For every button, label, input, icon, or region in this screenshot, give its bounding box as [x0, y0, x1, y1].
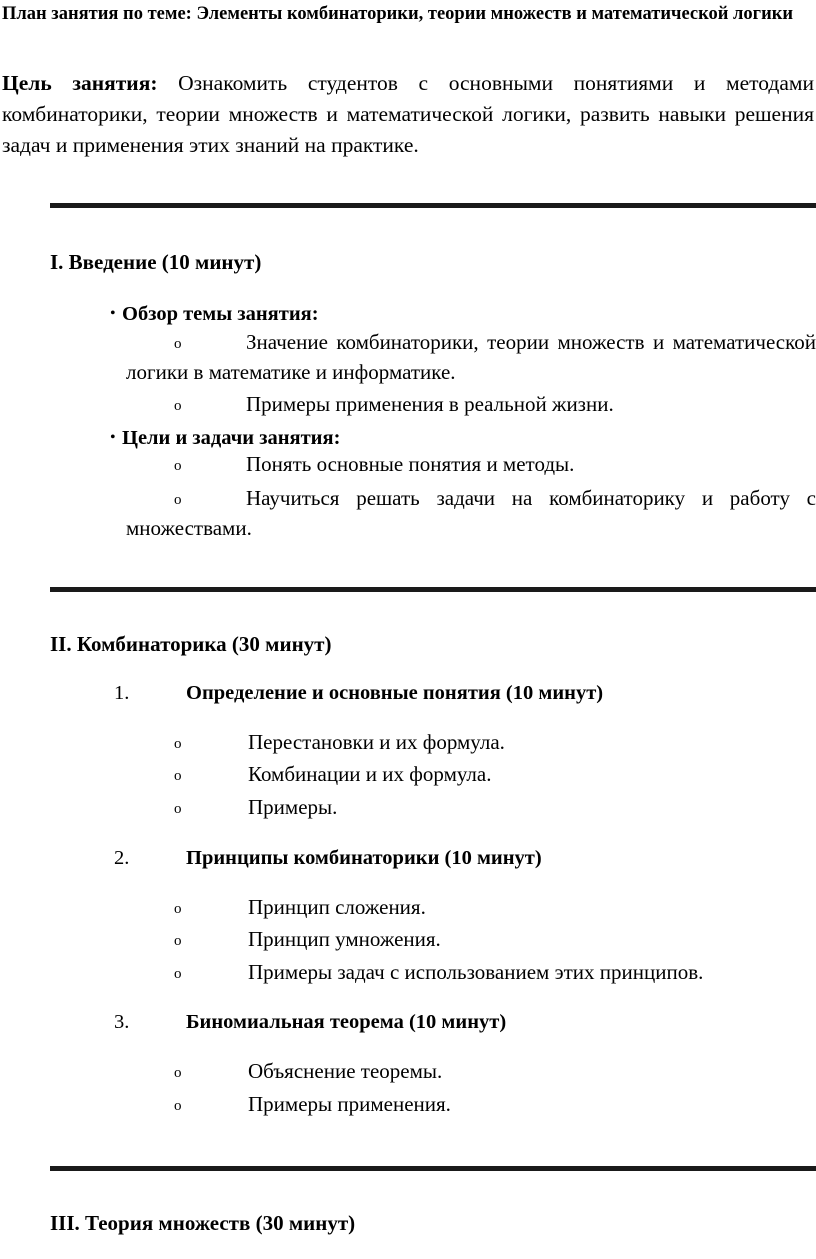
- subsection-number: 3.: [114, 1011, 130, 1033]
- section-divider: [50, 203, 816, 208]
- circle-bullet-icon: o: [174, 1098, 182, 1114]
- circle-bullet-icon: o: [174, 492, 182, 508]
- circle-bullet-icon: o: [174, 336, 182, 352]
- list-item: [126, 389, 816, 419]
- document-title: План занятия по теме: Элементы комбинаторики, теории множеств и математической логики: [2, 4, 794, 24]
- circle-bullet-icon: o: [174, 1065, 182, 1081]
- section-heading-combinatorics: II. Комбинаторика (30 минут): [50, 632, 332, 656]
- bullet-icon: •: [110, 305, 116, 322]
- bullet-label: Цели и задачи занятия:: [122, 427, 341, 449]
- section-heading-set-theory: III. Теория множеств (30 минут): [50, 1211, 356, 1235]
- subsection-title: Определение и основные понятия (10 минут): [186, 682, 604, 704]
- list-item-text: Примеры применения.: [248, 1092, 451, 1116]
- list-item-text: Принцип сложения.: [248, 895, 426, 919]
- goal-label: Цель занятия:: [2, 71, 158, 95]
- bullet-label: Обзор темы занятия:: [122, 303, 319, 325]
- section-divider: [50, 1166, 816, 1171]
- list-item-text: Примеры.: [248, 795, 338, 819]
- circle-bullet-icon: o: [174, 736, 182, 752]
- list-item-text: Примеры применения в реальной жизни.: [246, 392, 614, 416]
- list-item-text: Научиться решать задачи на комбинаторику и работу с множествами.: [126, 486, 816, 540]
- list-item: [126, 483, 816, 543]
- circle-bullet-icon: o: [174, 966, 182, 982]
- list-item-text: Объяснение теоремы.: [248, 1059, 443, 1083]
- list-item-text: Комбинации и их формула.: [248, 762, 492, 786]
- bullet-icon: •: [110, 429, 116, 446]
- circle-bullet-icon: o: [174, 801, 182, 817]
- list-item-text: Примеры задач с использованием этих принципов.: [248, 960, 704, 984]
- section-heading-introduction: I. Введение (10 минут): [50, 250, 262, 274]
- circle-bullet-icon: o: [174, 768, 182, 784]
- lesson-goal: [2, 68, 814, 161]
- list-item-text: Принцип умножения.: [248, 927, 441, 951]
- list-item-text: Перестановки и их формула.: [248, 730, 505, 754]
- goal-text: Ознакомить студентов с основными понятиями и методами комбинаторики, теории множеств и математической логики, развить навыки решения задач и применения этих знаний на практике.: [2, 71, 814, 157]
- subsection-number: 2.: [114, 847, 130, 869]
- list-item-text: Значение комбинаторики, теории множеств и математической логики в математике и информатике.: [126, 330, 816, 384]
- list-item-text: Понять основные понятия и методы.: [246, 452, 575, 476]
- section-divider: [50, 587, 816, 592]
- list-item: [126, 449, 816, 479]
- circle-bullet-icon: o: [174, 398, 182, 414]
- circle-bullet-icon: o: [174, 933, 182, 949]
- bullet-overview: [110, 301, 319, 327]
- bullet-goals: [110, 425, 340, 451]
- circle-bullet-icon: o: [174, 458, 182, 474]
- subsection-number: 1.: [114, 682, 130, 704]
- circle-bullet-icon: o: [174, 901, 182, 917]
- subsection-title: Биномиальная теорема (10 минут): [186, 1011, 507, 1033]
- list-item: [126, 327, 816, 387]
- subsection-title: Принципы комбинаторики (10 минут): [186, 847, 542, 869]
